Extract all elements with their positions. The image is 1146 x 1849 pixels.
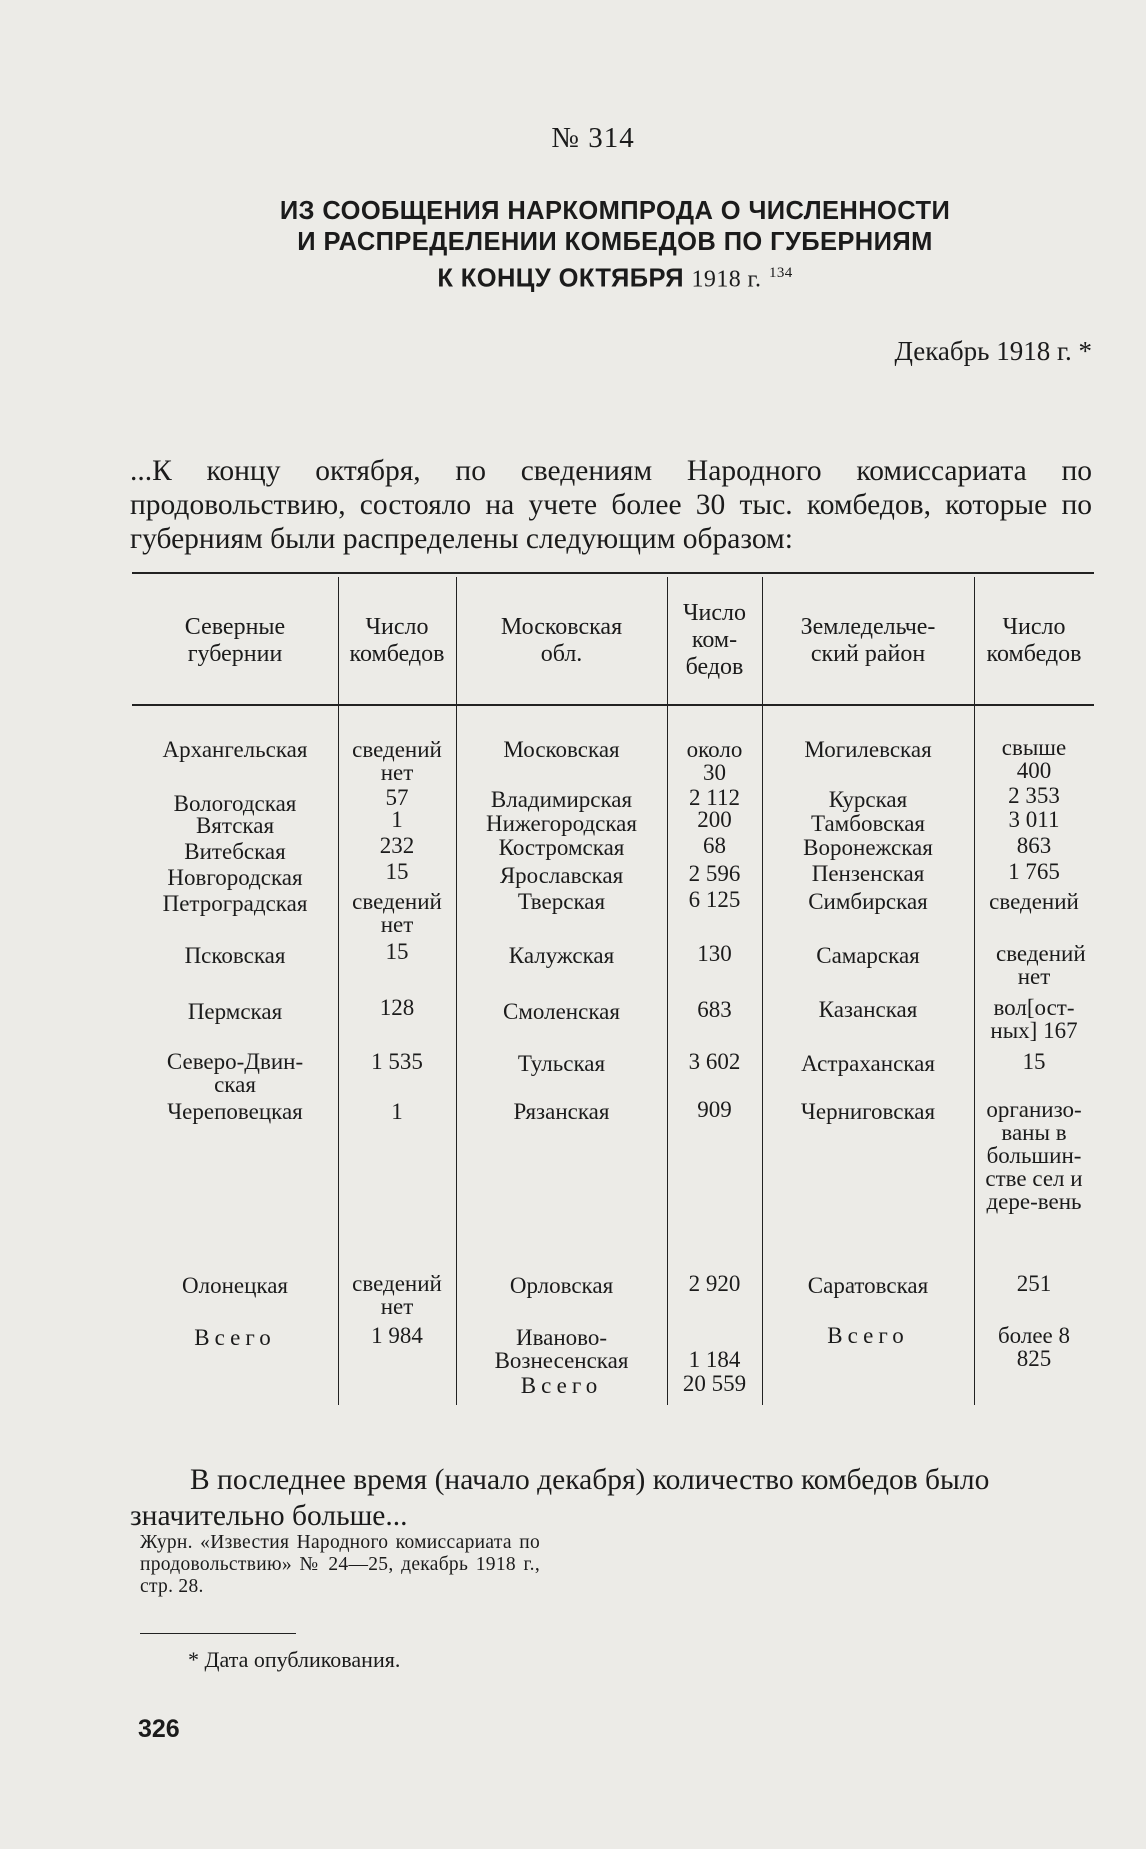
title-note-ref: 134 [768,265,793,281]
north-count: 57 [385,785,409,810]
north-name: Олонецкая [181,1273,289,1298]
document-title [150,196,1080,296]
title-year: 1918 г. [691,266,762,293]
footnote: * Дата опубликования. [188,1647,401,1672]
agri-name: Тамбовская [811,811,925,836]
north-total-count: 1 984 [371,1323,423,1348]
moscow-name: Тверская [517,889,606,914]
north-count: 15 [385,939,409,964]
agri-name: Курская [828,787,908,812]
agri-count: 15 [1022,1049,1046,1074]
moscow-name: Рязанская [513,1099,610,1124]
north-count: 1 [391,1099,403,1124]
agri-count: организо-ваны в большин-стве сел и дере-вень [985,1097,1083,1214]
north-count: 15 [385,859,409,884]
agri-count: 2 353 [1008,783,1060,808]
north-name: Новгородская [167,865,303,890]
north-count: 128 [379,995,415,1020]
agri-name: Казанская [818,997,918,1022]
conclusion-paragraph: В последнее время (начало декабря) количество комбедов было значительно больше... [130,1463,990,1532]
agri-name: Пензенская [811,861,925,886]
north-name: Вологодская [173,791,297,816]
north-count: 232 [379,833,415,858]
moscow-count: 2 596 [688,861,741,886]
moscow-name: Владимирская [490,787,633,812]
document-number: № 314 [551,122,635,154]
agri-count: 3 011 [1008,807,1060,832]
moscow-count: 2 112 [689,785,740,810]
moscow-count: 68 [703,833,726,858]
moscow-name: Нижегородская [486,811,637,836]
header-moscow-count: Число ком-бедов [682,600,747,680]
header-rule [132,704,1094,706]
north-count: 1 [391,807,403,832]
north-name: Петроградская [162,891,308,916]
moscow-name: Московская [503,737,620,762]
north-name: Вятская [195,813,275,838]
source-citation: Журн. «Известия Народного комиссариата по продовольствию» № 24—25, декабрь 1918 г., стр. 28. [140,1532,540,1597]
agri-total-count: более 8 825 [997,1323,1071,1371]
moscow-count: 130 [697,941,732,966]
agri-count: вол[ост-ных] 167 [990,995,1078,1043]
agri-name: Саратовская [807,1273,929,1298]
north-name: Псковская [184,943,286,968]
agri-total-label: Всего [827,1323,909,1348]
agri-count: 251 [1016,1271,1052,1296]
moscow-name: Тульская [517,1051,606,1076]
north-count: сведений нет [352,889,442,937]
agri-count: сведений нет [996,941,1086,989]
moscow-count: 683 [697,997,732,1022]
agri-count: 863 [1016,833,1052,858]
moscow-count: 1 184 [688,1347,741,1372]
north-count: сведений нет [352,737,442,785]
moscow-name: Ярославская [499,863,624,888]
page-number: 326 [138,1715,180,1743]
agri-name: Самарская [816,943,920,968]
north-count: сведений нет [352,1271,442,1319]
agri-count: свыше 400 [1001,735,1067,783]
title-line-1: ИЗ СООБЩЕНИЯ НАРКОМПРОДА О ЧИСЛЕННОСТИ [279,197,951,225]
title-line-3-text: К КОНЦУ ОКТЯБРЯ [437,264,685,293]
komb-table [132,572,1094,1408]
north-count: 1 535 [371,1049,423,1074]
title-line-3 [150,258,1080,296]
north-name: Пермская [187,999,283,1024]
north-name: Витебская [184,839,286,864]
header-north-region: Северные губернии [184,613,286,667]
intro-paragraph: ...К концу октября, по сведениям Народного комиссариата по продовольствию, состояло на учете более 30 тыс. комбедов, которые по губерниям были распределены следующим образом: [130,454,1092,555]
moscow-count: 2 920 [688,1271,741,1296]
header-agri-region: Земледельче-ский район [800,613,936,667]
moscow-name: Смоленская [503,999,620,1024]
header-agri-count: Число комбедов [986,613,1082,667]
header-north-count: Число комбедов [349,613,445,667]
moscow-count: 200 [697,807,732,832]
moscow-name: Калужская [508,943,615,968]
agri-name: Воронежская [803,835,933,860]
north-name: Северо-Двин-ская [166,1049,304,1097]
document-date: Декабрь 1918 г. * [894,336,1092,366]
agri-name: Черниговская [800,1099,936,1124]
moscow-name: Костромская [498,835,625,860]
agri-name: Астраханская [801,1051,935,1076]
footnote-rule [140,1633,296,1634]
moscow-total-count: 20 559 [682,1371,747,1396]
agri-name: Могилевская [804,737,932,762]
agri-count: сведений [989,889,1079,914]
north-name: Архангельская [162,737,308,762]
agri-name: Симбирская [808,889,928,914]
moscow-name: Иваново-Вознесенская [494,1325,629,1373]
moscow-count: 3 602 [688,1049,741,1074]
moscow-name: Орловская [509,1273,614,1298]
title-line-2: И РАСПРЕДЕЛЕНИИ КОМБЕДОВ ПО ГУБЕРНИЯМ [297,228,933,256]
moscow-total-label: Всего [520,1373,603,1398]
header-moscow-region: Московская обл. [500,613,623,667]
agri-count: 1 765 [1008,859,1060,884]
moscow-count: около 30 [686,737,743,785]
north-total-label: Всего [194,1325,276,1350]
moscow-count: 909 [697,1097,732,1122]
moscow-count: 6 125 [688,887,741,912]
north-name: Череповецкая [167,1099,303,1124]
